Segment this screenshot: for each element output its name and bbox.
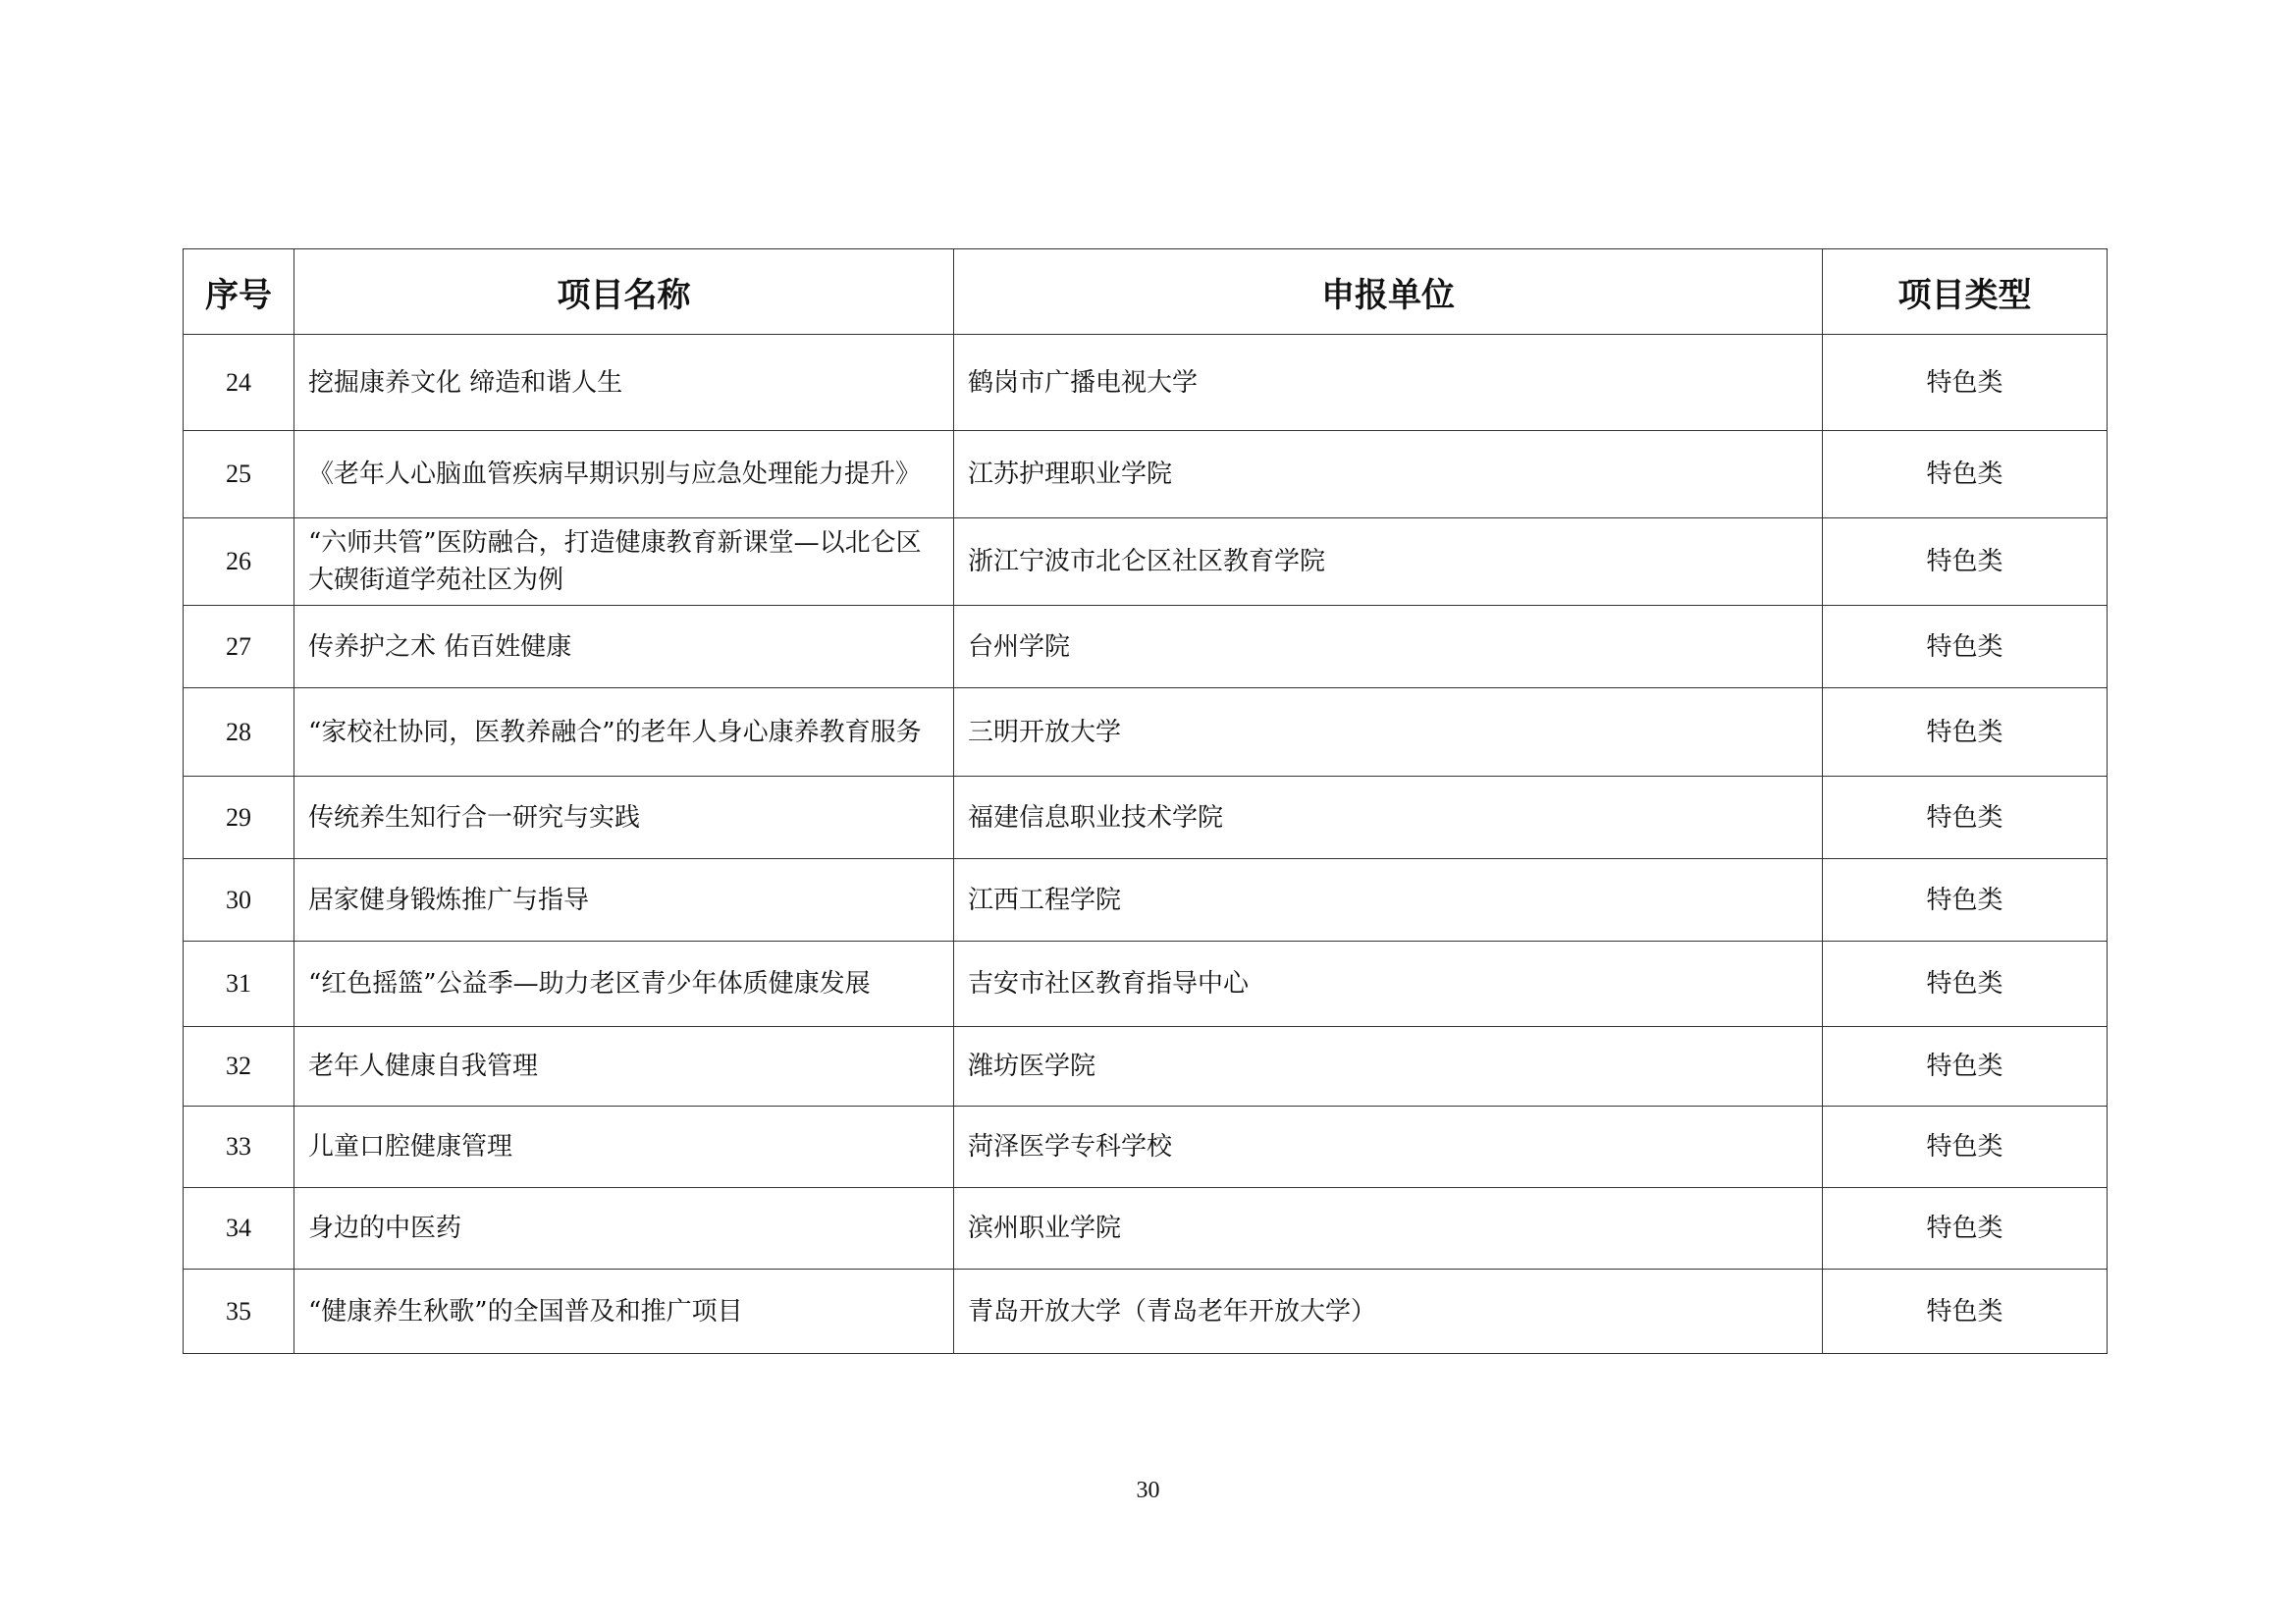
cell-project-name: 居家健身锻炼推广与指导 (294, 859, 954, 942)
header-applicant-unit: 申报单位 (954, 249, 1823, 335)
cell-applicant-unit: 滨州职业学院 (954, 1188, 1823, 1270)
cell-serial-no: 29 (184, 777, 294, 859)
cell-applicant-unit: 浙江宁波市北仑区社区教育学院 (954, 518, 1823, 606)
table-row (184, 1188, 2108, 1270)
cell-project-type: 特色类 (1823, 942, 2108, 1027)
project-table (183, 248, 2108, 1354)
table-row (184, 518, 2108, 606)
cell-project-name: 传统养生知行合一研究与实践 (294, 777, 954, 859)
cell-project-type: 特色类 (1823, 518, 2108, 606)
header-project-name: 项目名称 (294, 249, 954, 335)
page-number: 30 (1136, 1478, 1160, 1503)
cell-project-type: 特色类 (1823, 1027, 2108, 1107)
table-header-row (184, 249, 2108, 335)
cell-applicant-unit: 三明开放大学 (954, 688, 1823, 777)
cell-project-name: 老年人健康自我管理 (294, 1027, 954, 1107)
cell-project-type: 特色类 (1823, 606, 2108, 688)
cell-project-type: 特色类 (1823, 431, 2108, 518)
cell-applicant-unit: 潍坊医学院 (954, 1027, 1823, 1107)
cell-project-name: “家校社协同，医教养融合”的老年人身心康养教育服务 (294, 688, 954, 777)
cell-applicant-unit: 鹤岗市广播电视大学 (954, 335, 1823, 431)
cell-applicant-unit: 台州学院 (954, 606, 1823, 688)
cell-applicant-unit: 青岛开放大学（青岛老年开放大学） (954, 1270, 1823, 1354)
cell-applicant-unit: 菏泽医学专科学校 (954, 1107, 1823, 1188)
cell-project-type: 特色类 (1823, 335, 2108, 431)
cell-project-name: 挖掘康养文化 缔造和谐人生 (294, 335, 954, 431)
cell-applicant-unit: 福建信息职业技术学院 (954, 777, 1823, 859)
cell-project-name: “六师共管”医防融合，打造健康教育新课堂—以北仑区大碶街道学苑社区为例 (294, 518, 954, 606)
cell-serial-no: 35 (184, 1270, 294, 1354)
cell-serial-no: 28 (184, 688, 294, 777)
cell-serial-no: 24 (184, 335, 294, 431)
cell-project-type: 特色类 (1823, 1107, 2108, 1188)
table-row (184, 1107, 2108, 1188)
cell-project-type: 特色类 (1823, 1188, 2108, 1270)
cell-applicant-unit: 江苏护理职业学院 (954, 431, 1823, 518)
header-serial-no: 序号 (184, 249, 294, 335)
cell-project-type: 特色类 (1823, 777, 2108, 859)
cell-serial-no: 27 (184, 606, 294, 688)
table-row (184, 431, 2108, 518)
cell-project-name: “健康养生秋歌”的全国普及和推广项目 (294, 1270, 954, 1354)
table-row (184, 777, 2108, 859)
cell-project-name: 儿童口腔健康管理 (294, 1107, 954, 1188)
table-row (184, 606, 2108, 688)
table-row (184, 335, 2108, 431)
table-row (184, 942, 2108, 1027)
table-row (184, 1027, 2108, 1107)
table-row (184, 1270, 2108, 1354)
cell-serial-no: 26 (184, 518, 294, 606)
cell-serial-no: 25 (184, 431, 294, 518)
cell-project-type: 特色类 (1823, 859, 2108, 942)
cell-project-type: 特色类 (1823, 688, 2108, 777)
cell-project-name: 《老年人心脑血管疾病早期识别与应急处理能力提升》 (294, 431, 954, 518)
cell-serial-no: 33 (184, 1107, 294, 1188)
cell-project-name: 身边的中医药 (294, 1188, 954, 1270)
table-row (184, 859, 2108, 942)
cell-project-type: 特色类 (1823, 1270, 2108, 1354)
header-project-type: 项目类型 (1823, 249, 2108, 335)
cell-project-name: 传养护之术 佑百姓健康 (294, 606, 954, 688)
cell-applicant-unit: 江西工程学院 (954, 859, 1823, 942)
cell-serial-no: 30 (184, 859, 294, 942)
table-row (184, 688, 2108, 777)
cell-serial-no: 31 (184, 942, 294, 1027)
cell-serial-no: 34 (184, 1188, 294, 1270)
cell-project-name: “红色摇篮”公益季—助力老区青少年体质健康发展 (294, 942, 954, 1027)
cell-serial-no: 32 (184, 1027, 294, 1107)
cell-applicant-unit: 吉安市社区教育指导中心 (954, 942, 1823, 1027)
